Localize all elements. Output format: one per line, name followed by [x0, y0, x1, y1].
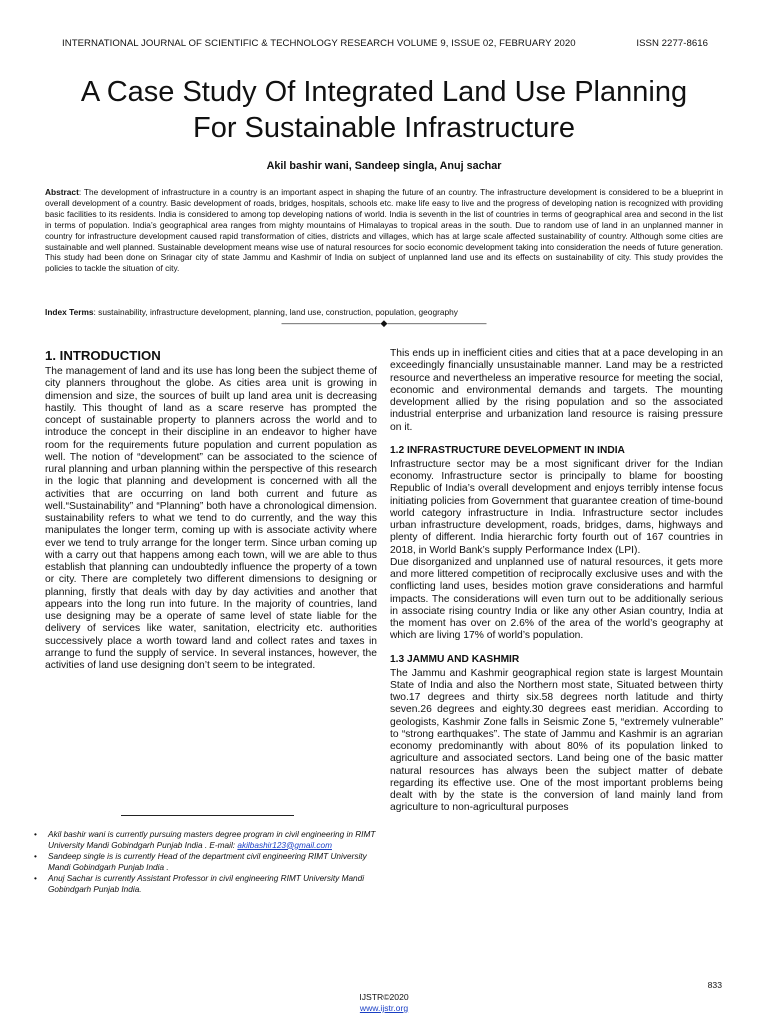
page-footer [0, 992, 768, 1014]
right-column [390, 348, 723, 815]
paper-title [30, 74, 738, 146]
footnote-text: Sandeep single is is currently Head of the department civil engineering RIMT University Mandi Gobindgarh Punjab India . [48, 852, 367, 872]
abstract-text: : The development of infrastructure in a country is an important aspect in shaping the future of an country. The infrastructure development is considered to be a blueprint in overall development of a country. Basic development of roads, bridges, hospitals, schools etc. make life easy to live and the progress of developing nation is recognized with providing basic facilities to its residents. India is considered to among top developing nations of world. India is seventh in the list of countries in terms of geographical area and second in the list in terms of population. India’s geographical area ranges from mighty mountains of Himalayas to tropical areas in the south. Due to random use of land in an unplanned manner in country for infrastructure development caused rapid transformation of cities, districts and villages, which has at large scale affected sustainability of country. Although some cities are sustainable and well planned. Sustainable development means wise use of natural resources for socio economic development taking into consideration the needs of future generation. This study had been done on Srinagar city of state Jammu and Kashmir of India on subject of unplanned land use and its effects on sustainability of city. This study provides the policies to tackle the situation of city. [45, 187, 723, 274]
separator-ornament: ———————————◆——————————— [281, 318, 487, 328]
page-number: 833 [707, 980, 722, 990]
abstract-label: Abstract [45, 187, 79, 197]
index-terms-label: Index Terms [45, 307, 94, 317]
footnote-rule [121, 815, 294, 816]
footnote-text: Akil bashir wani is currently pursuing masters degree program in civil engineering in RIMT University Mandi Gobindgarh Punjab India . E-mail: [48, 830, 376, 850]
section-heading-infrastructure: 1.2 INFRASTRUCTURE DEVELOPMENT IN INDIA [390, 444, 625, 456]
bullet-icon: • [34, 874, 37, 883]
footnote-item [32, 874, 380, 895]
title-line-1: A Case Study Of Integrated Land Use Planning [80, 76, 688, 108]
journal-name: INTERNATIONAL JOURNAL OF SCIENTIFIC & TECHNOLOGY RESEARCH VOLUME 9, ISSUE 02, FEBRUARY 2020 [62, 38, 576, 49]
footnote-item [32, 830, 380, 851]
abstract [45, 187, 723, 274]
introduction-paragraph: The management of land and its use has long been the subject theme of city planners throughout the globe. As cities area unit is growing in dimension and size, the sources of built up land area unit is decreasing hastily. This thought of land as a scare reserve has prompted the concept of sustainable property to planners across the world and to introduce the concept in their discipline in an endeavor to higher have room for the requirements future population and current population as well. The notion of “development” can be associated to the science of rural planning and urban planning within the perspective of this research in the logic that planning and development is concerned with all the activities that are occurring on land both current and future as well.“Sustainability” and “Planning” both have a chronological dimension. sustainability refers to what we tend to do currently, and the way this manipulates the longer term, coming up with is associate activity where ever we tend to truly arrange for the longer term. Since urban coming up with a carry out that happens among each town, will we are able to thus establish that planning can undoubtedly influence the property of a town or city. There are completely two different dimensions to designing or planning, firstly that deals with day by day activities and another that appears into the long run into future. In the majority of countries, land use designing may be a operate of same level of state liable for the delivery of services like water, sanitation, electricity etc. authorities successively place a worth toward land and collect rates and taxes in arrange to fund the supply of service. In several instances, however, the activities of land use designing don’t seem to be integrated. [45, 366, 377, 671]
footnote-item [32, 852, 380, 873]
running-header [62, 38, 708, 52]
journal-url-link[interactable]: www.ijstr.org [359, 1003, 409, 1013]
author-email-link[interactable]: akilbashir123@gmail.com [237, 840, 332, 850]
title-line-2: For Sustainable Infrastructure [192, 112, 575, 144]
section-heading-introduction: 1. INTRODUCTION [45, 348, 161, 363]
authors: Akil bashir wani, Sandeep singla, Anuj sachar [266, 160, 502, 172]
left-column [45, 348, 377, 672]
bullet-icon: • [34, 852, 37, 861]
footer-copyright: IJSTR©2020 [359, 992, 409, 1002]
bullet-icon: • [34, 830, 37, 839]
footnote-text: Anuj Sachar is currently Assistant Professor in civil engineering RIMT University Mandi Gobindgarh Punjab India. [48, 874, 365, 894]
author-footnotes [32, 830, 380, 896]
infrastructure-paragraph-1: Infrastructure sector may be a most significant driver for the Indian economy. Infrastructure sector is principally to blame for boosting Republic of India’s overall development and enjoys terribly intense focus initiating policies from Government that guarantee creation of time-bound world category infrastructure in India. Infrastructure sector includes urban infrastructure development, roads, bridges, dams, highways and plenty of different. India hierarchic forty fourth out of 167 countries in 2018, in World Bank’s supply Performance Index (LPI). [390, 458, 723, 556]
section-heading-jammu-kashmir: 1.3 JAMMU AND KASHMIR [390, 653, 520, 665]
index-terms-text: : sustainability, infrastructure development, planning, land use, construction, population, geography [93, 307, 458, 317]
introduction-continued-paragraph: This ends up in inefficient cities and cities that at a pace developing in an exceedingly financially unsustainable manner. Land may be a restricted resource and nevertheless an imperative resource for meeting the social, economic and environmental demands and targets. The mounting development allied by the rising population and so the associated industrial enterprise and urbanization land resource is raising pressure on it. [390, 348, 723, 433]
jammu-kashmir-paragraph: The Jammu and Kashmir geographical region state is largest Mountain State of India and also the Northern most state, Situated between thirty two.17 degrees and thirty six.58 degrees north latitude and thirty seven.26 degrees and eighty.30 degrees east meridian. According to geologists, Kashmir Zone falls in Seismic Zone 5, “extremely vulnerable” to “strong earthquakes”. The state of Jammu and Kashmir is an agrarian economy predominantly with about 80% of its population linked to agriculture and associated sectors. Land being one of the basic matter natural resources has always been the subject matter of debate regarding its effective use. One of the most important problems being dealt with by the state is the conversion of land mainly land from agriculture to non-agricultural purposes [390, 667, 723, 814]
issn: ISSN 2277-8616 [636, 38, 708, 49]
infrastructure-paragraph-2: Due disorganized and unplanned use of natural resources, it gets more and more littered competition of reciprocally exclusive uses and with the conflicting land uses, besides motion grave considerations and harmful impacts. The considerations will even turn out to be additionally serious in associate rising country India or like any other Asian country, India at the moment has over on 2.6% of the area of the world’s geography at which are living 17% of world’s population. [390, 556, 723, 642]
index-terms [45, 307, 723, 318]
